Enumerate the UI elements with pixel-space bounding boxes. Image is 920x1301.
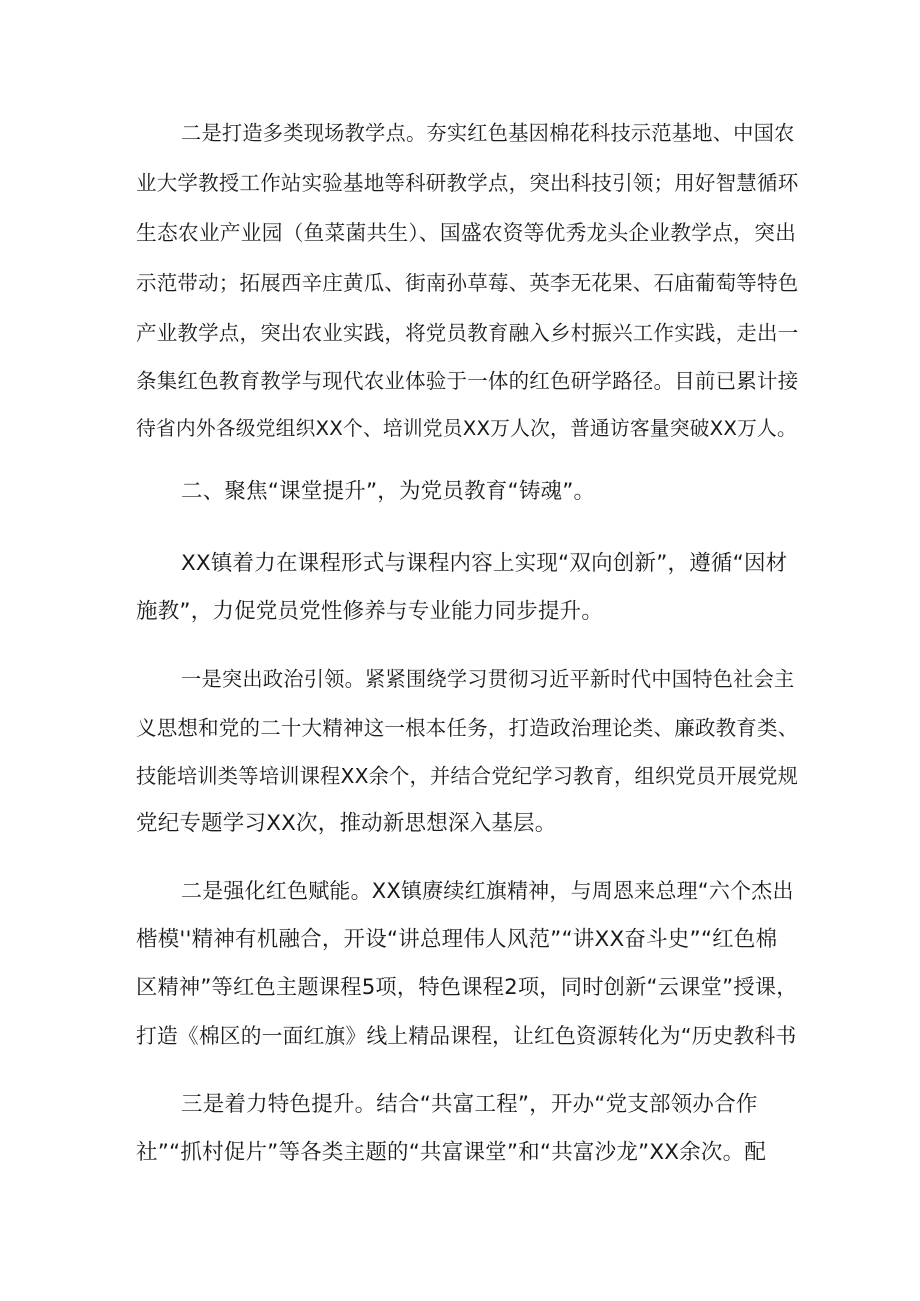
paragraph-6-line-2: 社”“抓村促片”等各类主题的“共富课堂”和“共富沙龙”XX余次。配 <box>136 1140 767 1165</box>
paragraph-3-line-2: 施教”，力促党员党性修养与专业能力同步提升。 <box>136 599 604 624</box>
paragraph-4-line-2: 义思想和党的二十大精神这一根本任务，打造政治理论类、廉政教育类、 <box>136 716 799 740</box>
paragraph-5-line-2: 楷模''精神有机融合，开设“讲总理伟人风范”“讲XX奋斗史”“红色棉 <box>136 927 778 952</box>
paragraph-1-line-6: 条集红色教育教学与现代农业体验于一体的红色研学路径。目前已累计接 <box>136 369 799 393</box>
paragraph-5-line-4: 打造《棉区的一面红旗》线上精品课程，让红色资源转化为“历史教科书 <box>136 1024 797 1048</box>
paragraph-4-line-1: 一是突出政治引领。紧紧围绕学习贯彻习近平新时代中国特色社会主 <box>181 667 795 691</box>
paragraph-4-line-3: 技能培训类等培训课程XX余个，并结合党纪学习教育，组织党员开展党规 <box>136 764 799 788</box>
paragraph-1-line-1: 二是打造多类现场教学点。夯实红色基因棉花科技示范基地、中国农 <box>181 121 795 145</box>
paragraph-1-line-2: 业大学教授工作站实验基地等科研教学点，突出科技引领；用好智慧循环 <box>136 171 799 195</box>
paragraph-5-line-1: 二是强化红色赋能。XX镇赓续红旗精神，与周恩来总理“六个杰出 <box>181 879 794 903</box>
paragraph-1-line-3: 生态农业产业园（鱼菜菌共生）、国盛农资等优秀龙头企业教学点，突出 <box>136 221 797 245</box>
section-heading: 二、聚焦“课堂提升”，为党员教育“铸魂”。 <box>181 479 596 504</box>
paragraph-1-line-7: 待省内外各级党组织XX个、培训党员XX万人次，普通访客量突破XX万人。 <box>136 417 797 440</box>
paragraph-1-line-5: 产业教学点，突出农业实践，将党员教育融入乡村振兴工作实践，走出一 <box>136 321 799 345</box>
paragraph-1-line-4: 示范带动；拓展西辛庄黄瓜、街南孙草莓、英李无花果、石庙葡萄等特色 <box>136 271 799 295</box>
paragraph-3-line-1: XX镇着力在课程形式与课程内容上实现“双向创新”，遵循“因材 <box>181 551 788 576</box>
paragraph-4-line-4: 党纪专题学习XX次，推动新思想深入基层。 <box>136 811 557 836</box>
paragraph-6-line-1: 三是着力特色提升。结合“共富工程”，开办“党支部领办合作 <box>181 1092 758 1117</box>
paragraph-5-line-3: 区精神”等红色主题课程5项，特色课程2项，同时创新“云课堂”授课， <box>136 975 798 1000</box>
